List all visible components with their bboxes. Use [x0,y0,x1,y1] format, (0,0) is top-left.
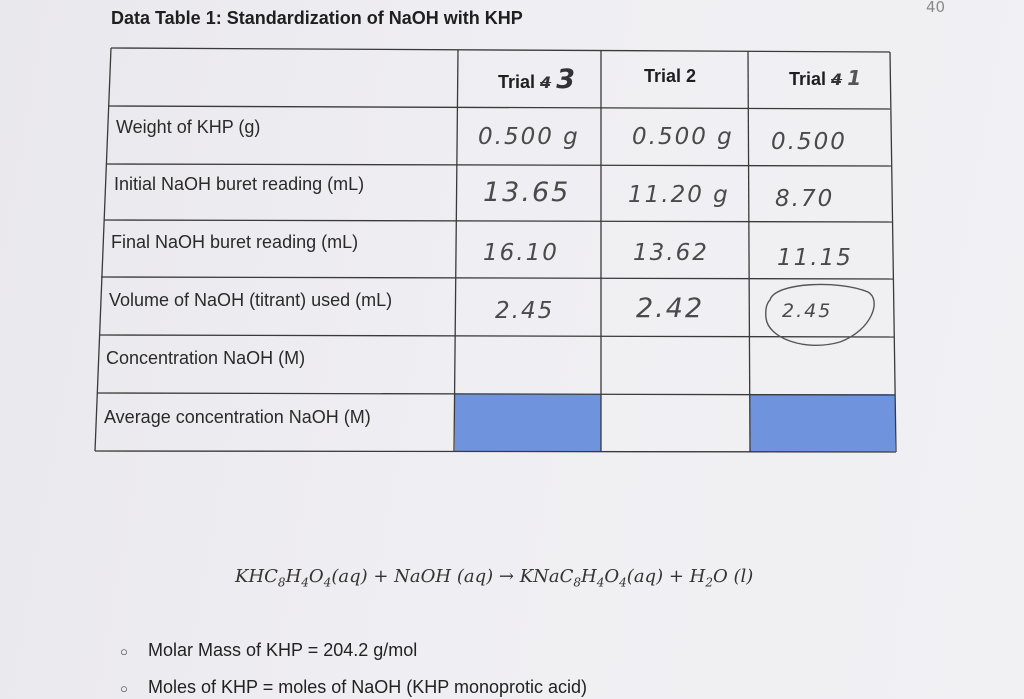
handwritten-trial-number: 3 [556,64,577,95]
shaded-cell-trial1-average [750,394,895,452]
row-label-average-concentration: Average concentration NaOH (M) [104,407,371,427]
bullet-molar-mass: ○ Molar Mass of KHP = 204.2 g/mol [120,640,418,660]
row-label-final-buret: Final NaOH buret reading (mL) [111,232,359,252]
strike-mark: 4 [831,70,843,89]
page-title: Data Table 1: Standardization of NaOH with KHP [111,8,523,28]
value-weight-trial2: 0.500 g [632,124,734,150]
value-initial-trial1: 8.70 [775,186,835,212]
value-weight-trial3: 0.500 g [478,124,580,150]
value-initial-trial3: 13.65 [483,177,571,208]
value-volume-trial2: 2.42 [636,293,705,324]
bullet-moles-khp: ○ Moles of KHP = moles of NaOH (KHP monoprotic acid) [120,677,588,697]
row-label-volume-used: Volume of NaOH (titrant) used (mL) [109,290,393,310]
value-initial-trial2: 11.20 g [628,182,730,208]
col-header-trial-2: Trial 2 [644,66,697,86]
shaded-cell-trial3-average [455,394,601,452]
strike-mark: 4 [540,73,552,92]
col-header-trial-1: Trial 4 1 [789,66,864,90]
value-final-trial2: 13.62 [633,240,709,266]
value-volume-trial1: 2.45 [782,300,833,322]
col-header-trial-3: Trial 4 3 [498,64,577,95]
value-volume-trial3: 2.45 [495,298,555,324]
row-label-weight-khp: Weight of KHP (g) [116,117,261,137]
reaction-equation: $KHC_8H_4O_4(aq)$ + NaOH $(aq) \to KNaC_8H_4O_4(aq) + H_2O$ (l) [235,566,754,590]
row-label-initial-buret: Initial NaOH buret reading (mL) [114,174,365,194]
row-label-concentration: Concentration NaOH (M) [106,348,306,368]
value-final-trial1: 11.15 [777,245,853,271]
corner-handwritten-note: 40 [926,0,946,16]
bullet-circle-icon: ○ [120,681,128,696]
value-final-trial3: 16.10 [483,240,559,266]
value-weight-trial1: 0.500 [771,129,847,155]
bullet-circle-icon: ○ [120,644,128,659]
handwritten-trial-number: 1 [847,66,864,90]
